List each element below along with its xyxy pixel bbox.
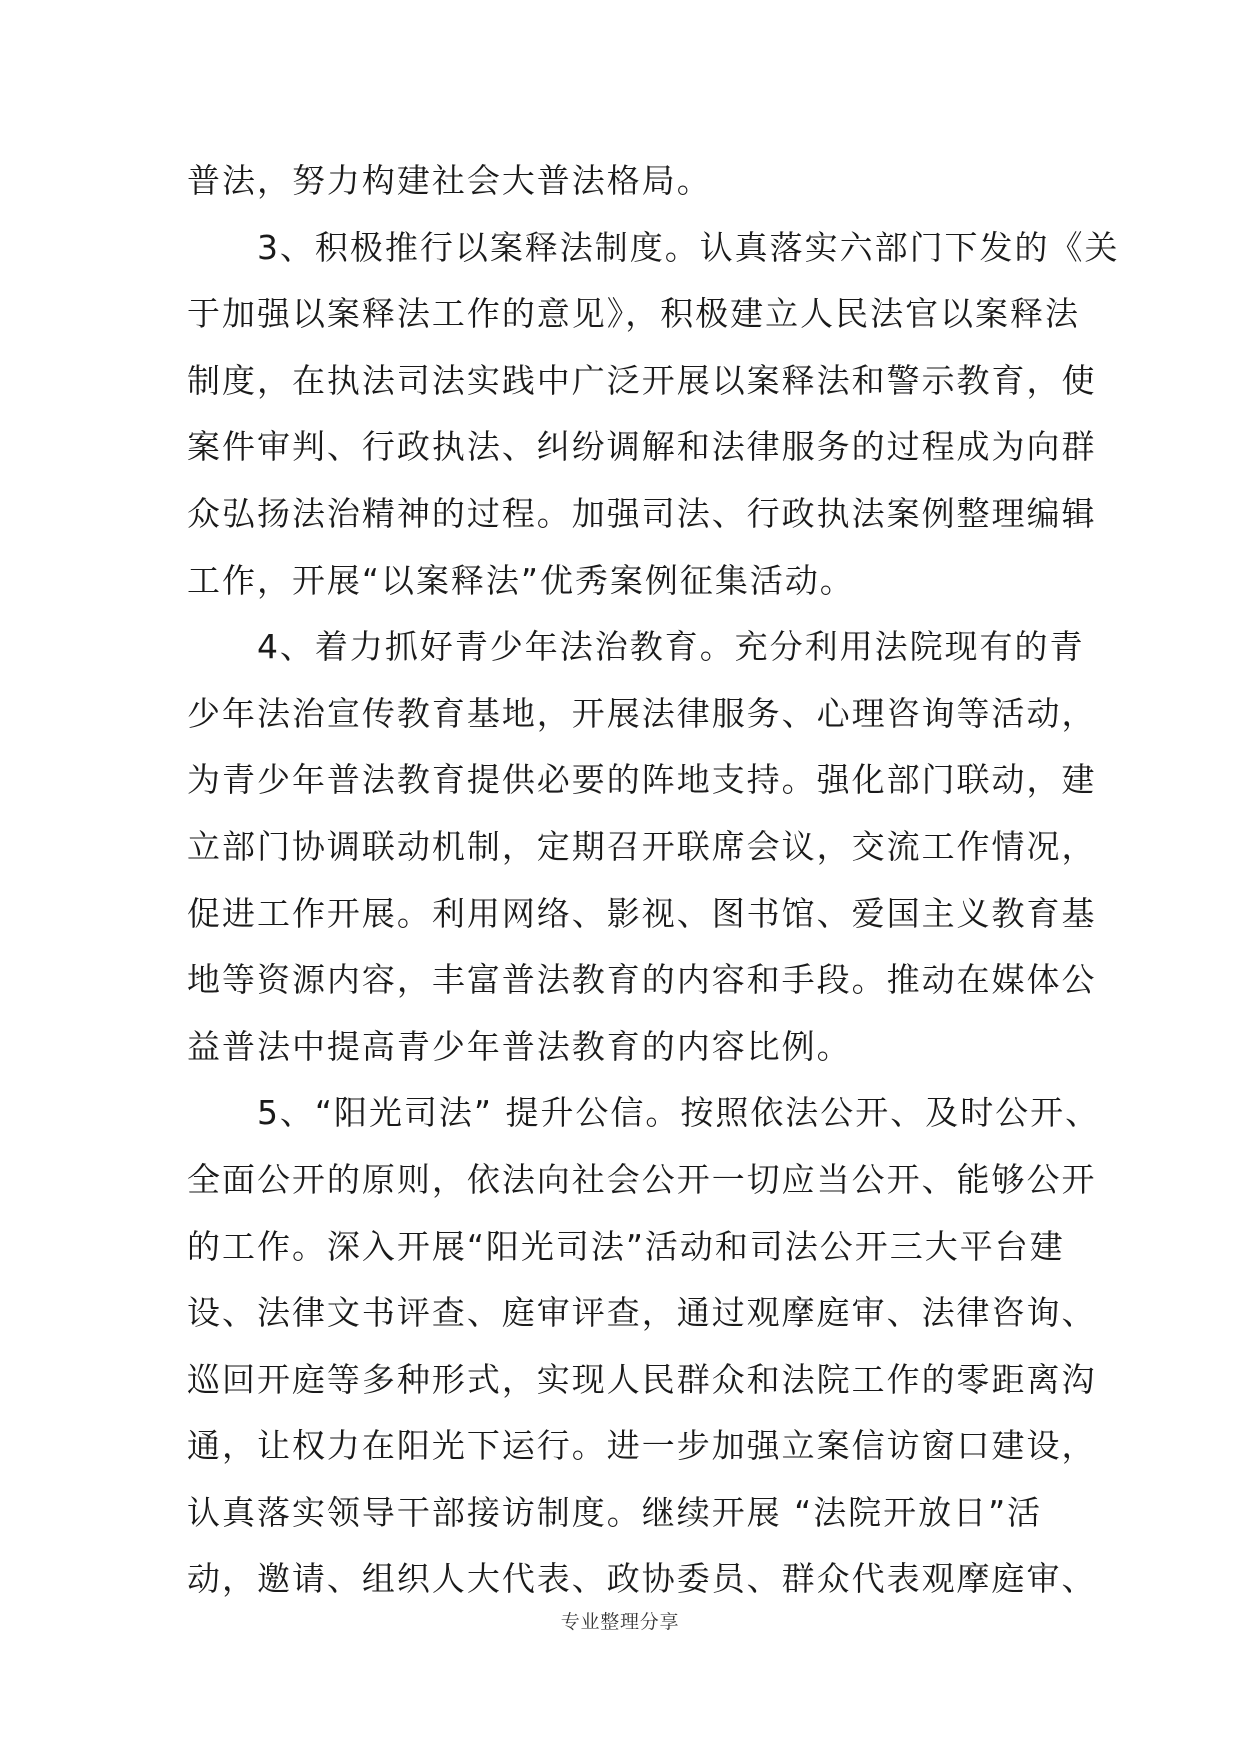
text-line: 案件审判、行政执法、纠纷调解和法律服务的过程成为向群 <box>187 427 1097 467</box>
text-line: 制度，在执法司法实践中广泛开展以案释法和警示教育，使 <box>187 360 1097 400</box>
text-line: 的工作。深入开展“阳光司法”活动和司法公开三大平台建 <box>187 1226 1065 1266</box>
text-line: 通，让权力在阳光下运行。进一步加强立案信访窗口建设， <box>187 1426 1097 1466</box>
text-line: 促进工作开展。利用网络、影视、图书馆、爱国主义教育基 <box>187 893 1097 933</box>
text-line: 3、积极推行以案释法制度。认真落实六部门下发的《关 <box>187 227 1120 267</box>
text-line: 为青少年普法教育提供必要的阵地支持。强化部门联动，建 <box>187 760 1097 800</box>
text-line: 认真落实领导干部接访制度。继续开展 “法院开放日”活 <box>187 1492 1043 1532</box>
text-line: 众弘扬法治精神的过程。加强司法、行政执法案例整理编辑 <box>187 493 1097 533</box>
text-line: 全面公开的原则，依法向社会公开一切应当公开、能够公开 <box>187 1159 1097 1199</box>
text-line: 4、着力抓好青少年法治教育。充分利用法院现有的青 <box>187 627 1085 667</box>
body-text <box>187 148 1120 1613</box>
text-line: 地等资源内容，丰富普法教育的内容和手段。推动在媒体公 <box>187 960 1097 1000</box>
text-line: 普法，努力构建社会大普法格局。 <box>187 161 712 200</box>
text-line: 设、法律文书评查、庭审评查，通过观摩庭审、法律咨询、 <box>187 1293 1097 1333</box>
text-line: 少年法治宣传教育基地，开展法律服务、心理咨询等活动， <box>187 693 1097 733</box>
text-line: 动，邀请、组织人大代表、政协委员、群众代表观摩庭审、 <box>187 1559 1097 1599</box>
text-line: 立部门协调联动机制，定期召开联席会议，交流工作情况， <box>187 826 1097 866</box>
text-line: 工作，开展“以案释法”优秀案例征集活动。 <box>187 560 855 600</box>
text-line: 5、“阳光司法” 提升公信。按照依法公开、及时公开、 <box>187 1093 1101 1133</box>
text-line: 于加强以案释法工作的意见》，积极建立人民法官以案释法 <box>187 294 1080 334</box>
page-footer: 专业整理分享 <box>560 1611 680 1633</box>
text-line: 益普法中提高青少年普法教育的内容比例。 <box>187 1026 852 1066</box>
text-line: 巡回开庭等多种形式，实现人民群众和法院工作的零距离沟 <box>187 1359 1097 1399</box>
